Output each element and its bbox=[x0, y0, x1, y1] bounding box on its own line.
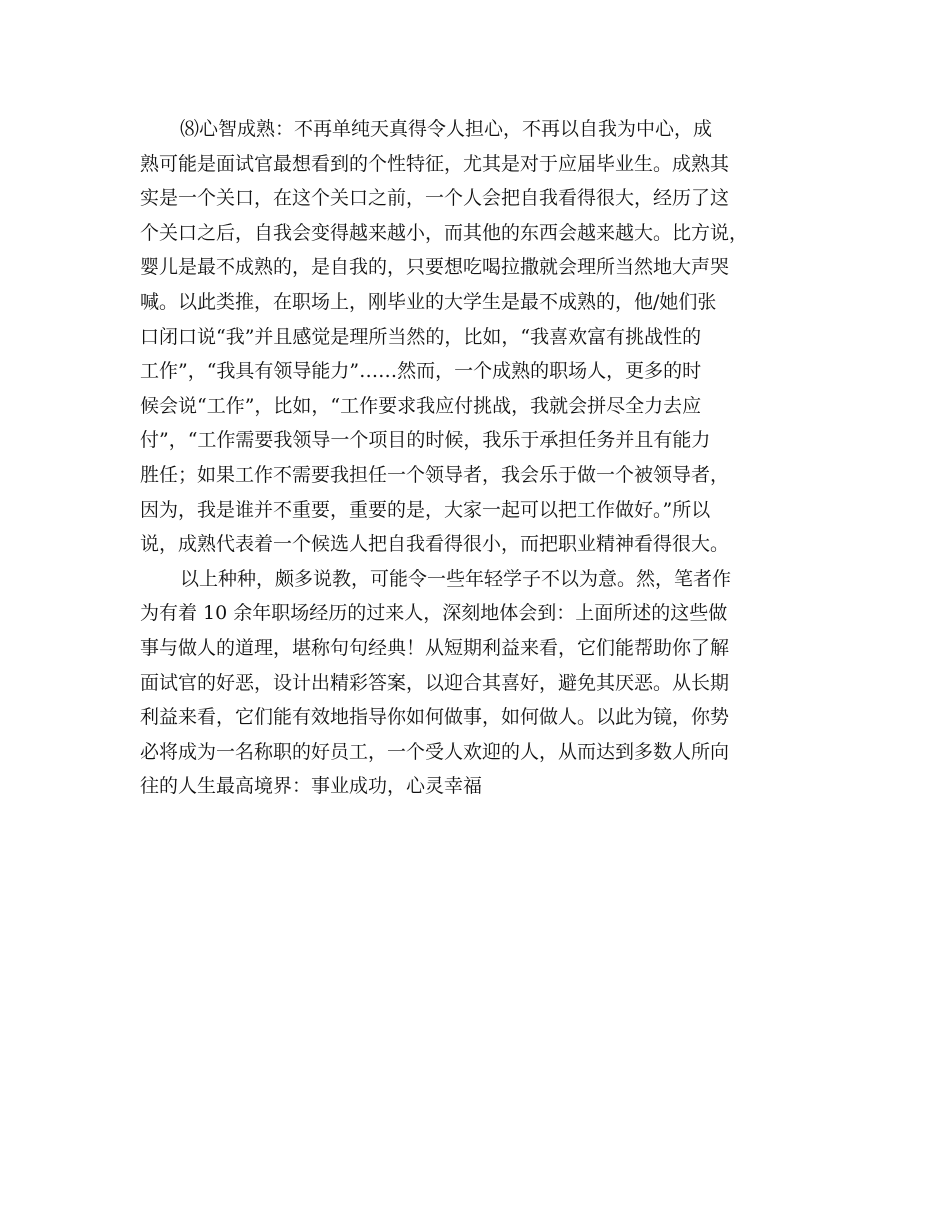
text-line: 以上种种，颇多说教，可能令一些年轻学子不以为意。然，笔者作 bbox=[180, 567, 732, 590]
text-line: 事与做人的道理，堪称句句经典！从短期利益来看，它们能帮助你了解 bbox=[140, 636, 730, 659]
text-line: ⑻心智成熟：不再单纯天真得令人担心，不再以自我为中心，成 bbox=[180, 118, 713, 140]
text-line: 口闭口说“我”并且感觉是理所当然的，比如，“我喜欢富有挑战性的 bbox=[140, 325, 702, 348]
text-line: 婴儿是最不成熟的，是自我的，只要想吃喝拉撒就会理所当然地大声哭 bbox=[140, 256, 730, 279]
text-line: 个关口之后，自我会变得越来越小，而其他的东西会越来越大。比方说， bbox=[140, 221, 749, 244]
text-line: 实是一个关口，在这个关口之前，一个人会把自我看得很大，经历了这 bbox=[140, 187, 730, 210]
text-line: 熟可能是面试官最想看到的个性特征，尤其是对于应届毕业生。成熟其 bbox=[140, 152, 730, 175]
text-line: 必将成为一名称职的好员工，一个受人欢迎的人，从而达到多数人所向 bbox=[140, 740, 730, 763]
text-line: 喊。以此类推，在职场上，刚毕业的大学生是最不成熟的，他/她们张 bbox=[140, 290, 717, 313]
text-line: 付”，“工作需要我领导一个项目的时候，我乐于承担任务并且有能力 bbox=[140, 429, 711, 452]
paragraph-conclusion bbox=[140, 562, 820, 804]
text-line: 为有着 10 余年职场经历的过来人，深刻地体会到：上面所述的这些做 bbox=[140, 602, 728, 625]
text-line: 利益来看，它们能有效地指导你如何做事，如何做人。以此为镜，你势 bbox=[140, 706, 730, 729]
text-line: 说，成熟代表着一个候选人把自我看得很小，而把职业精神看得很大。 bbox=[140, 533, 730, 556]
text-line: 工作”，“我具有领导能力”……然而，一个成熟的职场人，更多的时 bbox=[140, 360, 702, 383]
document-body bbox=[140, 112, 820, 804]
text-line: 面试官的好恶，设计出精彩答案，以迎合其喜好，避免其厌恶。从长期 bbox=[140, 671, 730, 694]
text-line: 因为，我是谁并不重要，重要的是，大家一起可以把工作做好。”所以 bbox=[140, 498, 711, 521]
text-line: 胜任；如果工作不需要我担任一个领导者，我会乐于做一个被领导者， bbox=[140, 463, 730, 486]
text-line: 候会说“工作”，比如，“工作要求我应付挑战，我就会拼尽全力去应 bbox=[140, 394, 702, 417]
text-line: 往的人生最高境界：事业成功，心灵幸福 bbox=[140, 775, 483, 798]
paragraph-maturity bbox=[140, 112, 820, 562]
